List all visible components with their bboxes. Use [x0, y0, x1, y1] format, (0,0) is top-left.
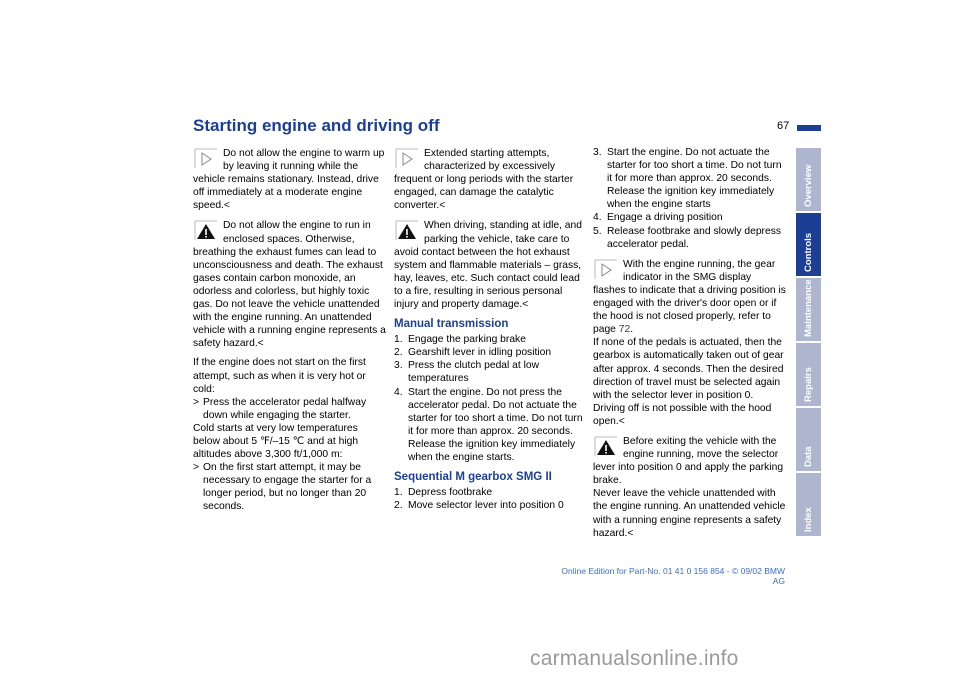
- warning-text: When driving, standing at idle, and parking the vehicle, take care to avoid contact between the hot exhaust system and flammable materials – grass, hay, leaves, etc. Such contact could lead to a fire, resulting in serious personal injury and property damage.<: [394, 220, 582, 311]
- list-item: 2. Gearshift lever in idling position: [394, 347, 552, 359]
- note-text-continued: If none of the pedals is actuated, then the gearbox is automatically taken out of gear after approx. 4 seconds. Then the desired direction of travel must be selected again with the selector lever in position 0. Driving off is not possible with the hood open.<: [593, 337, 784, 427]
- bullet-marker: >: [193, 462, 200, 474]
- list-item: 1. Depress footbrake: [394, 487, 493, 499]
- warning-block: [593, 434, 786, 540]
- warning-icon: [593, 435, 619, 458]
- note-block: [394, 146, 587, 212]
- list-item: 2. Move selector lever into position 0: [394, 500, 564, 512]
- note-text: Do not allow the engine to warm up by leaving it running while the vehicle remains stationary. Instead, drive off immediately at a moderate engine speed.<: [193, 148, 385, 212]
- tab-data[interactable]: Data: [796, 408, 821, 471]
- smg-steps-continued: [593, 146, 786, 251]
- list-item: 3. Start the engine. Do not actuate the starter for too short a time. Do not turn it for more than approx. 20 seconds. Release the ignition key immediately when the engine starts: [593, 147, 782, 211]
- section-heading-manual: Manual transmission: [394, 318, 509, 331]
- list-item: 4. Engage a driving position: [593, 212, 723, 224]
- section-heading-smg: Sequential M gearbox SMG II: [394, 471, 552, 484]
- warning-block: [394, 218, 587, 311]
- bullet-item: > Press the accelerator pedal halfway down while engaging the starter.: [193, 396, 367, 421]
- paragraph: Cold starts at very low temperatures below about 5 ℉/–15 ℃ and at high altitudes above 3,300 ft/1,000 m:: [193, 422, 359, 461]
- note-block: [593, 257, 786, 428]
- tab-index[interactable]: Index: [796, 473, 821, 536]
- page-reference-link[interactable]: 72: [618, 324, 631, 336]
- list-item: 3. Press the clutch pedal at low temperatures: [394, 360, 540, 385]
- page-title: Starting engine and driving off: [193, 116, 440, 135]
- page-number: 67: [777, 120, 790, 132]
- note-block: [193, 146, 386, 212]
- list-item: 4. Start the engine. Do not press the accelerator pedal. Do not actuate the starter for too short a time. Do not turn it for more than approx. 20 seconds. Release the ignition key immediately when the engine starts.: [394, 386, 583, 463]
- note-text: Extended starting attempts, characterized by excessively frequent or long periods with the starter engaged, can damage the catalytic converter.<: [394, 148, 574, 212]
- tab-repairs[interactable]: Repairs: [796, 343, 821, 406]
- list-item: 5. Release footbrake and slowly depress accelerator pedal.: [593, 225, 782, 250]
- section-tabs: [796, 148, 821, 538]
- tab-maintenance[interactable]: Maintenance: [796, 278, 821, 341]
- note-text: With the engine running, the gear indicator in the SMG display flashes to indicate that a driving position is engaged with the driver's door open or if the hood is not closed properly, refer to page 72.: [593, 258, 786, 336]
- watermark: carmanualsonline.info: [530, 647, 739, 670]
- warning-text-continued: Never leave the vehicle unattended with the engine running. An unattended vehicle with a running engine represents a safety hazard.<: [593, 488, 786, 539]
- warning-block: [193, 218, 386, 350]
- footer-edition-note: Online Edition for Part-No. 01 41 0 156 854 - © 09/02 BMW AG: [561, 566, 785, 586]
- warning-text: Do not allow the engine to run in enclosed spaces. Otherwise, breathing the exhaust fumes can lead to unconsciousness and death. The exhaust gases contain carbon monoxide, an odorless and colorless, but highly toxic gas. Do not leave the vehicle unattended with the engine running. An unattended vehicle with a running engine represents a safety hazard.<: [193, 220, 386, 350]
- note-icon: [394, 147, 420, 170]
- tab-overview[interactable]: Overview: [796, 148, 821, 211]
- column-2: [394, 146, 587, 512]
- warning-icon: [394, 219, 420, 242]
- warning-icon: [193, 219, 219, 242]
- column-1: [193, 146, 386, 514]
- tab-controls[interactable]: Controls: [796, 213, 821, 276]
- column-3: [593, 146, 786, 540]
- paragraph: If the engine does not start on the first attempt, such as when it is very hot or cold:: [193, 357, 366, 395]
- manual-steps-list: [394, 333, 587, 464]
- page-number-bar: [797, 125, 821, 131]
- note-icon: [593, 258, 619, 281]
- bullet-item: > On the first start attempt, it may be necessary to engage the starter for a longer period, but no longer than 20 seconds.: [193, 462, 372, 513]
- smg-steps-list: [394, 486, 587, 512]
- bullet-marker: >: [193, 396, 200, 408]
- list-item: 1. Engage the parking brake: [394, 334, 526, 346]
- warning-text: Before exiting the vehicle with the engine running, move the selector lever into position 0 and apply the parking brake.: [593, 435, 784, 487]
- note-icon: [193, 147, 219, 170]
